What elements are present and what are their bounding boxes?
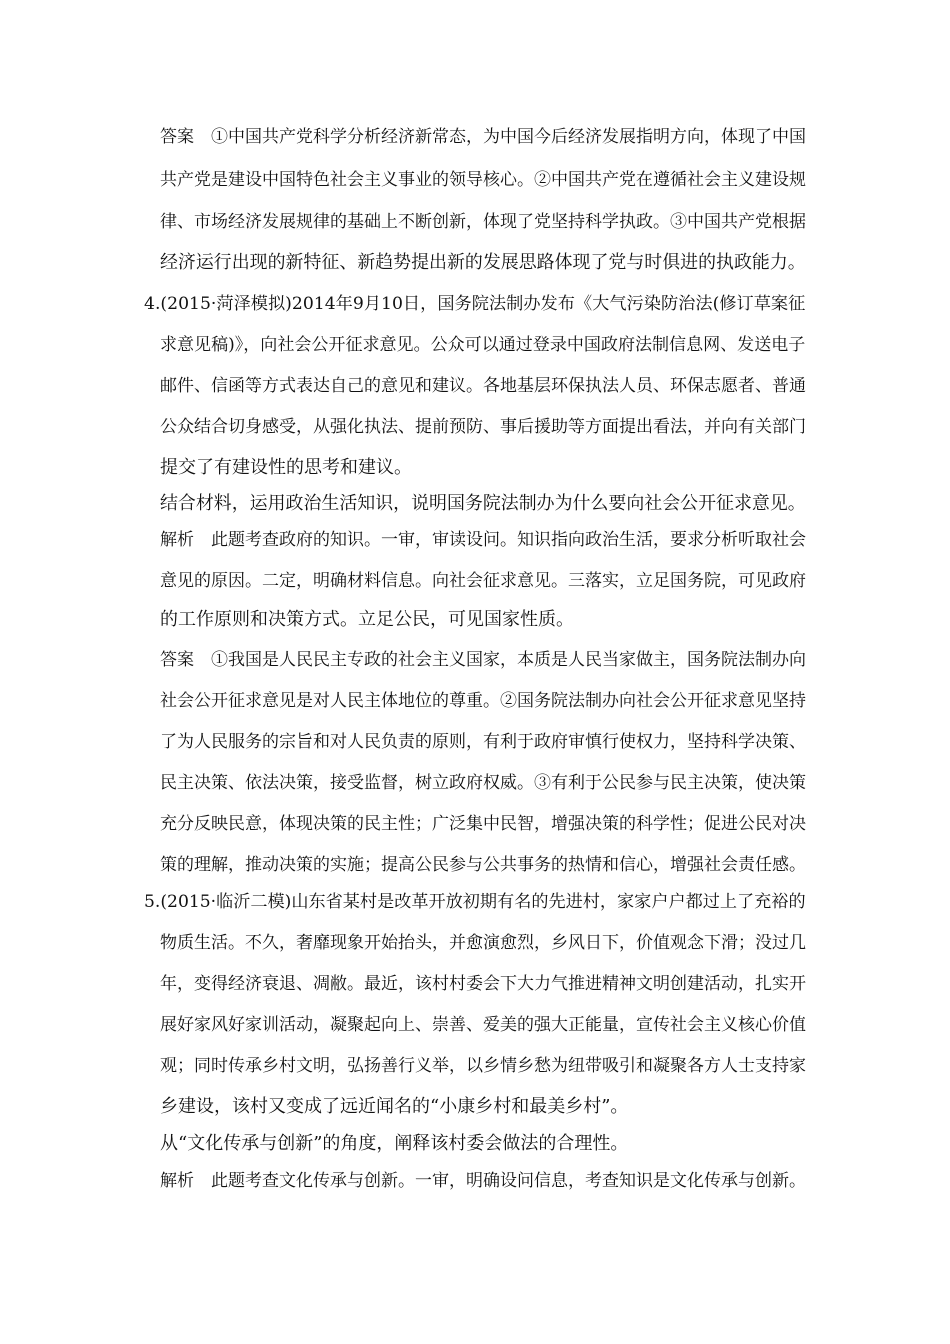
answer-3-line-3: 律、市场经济发展规律的基础上不断创新，体现了党坚持科学执政。③中国共产党根据: [160, 212, 806, 232]
answer-4-line-1: 答案 ①我国是人民民主专政的社会主义国家，本质是人民当家做主，国务院法制办向: [160, 650, 806, 670]
question-5-line-1: 5.(2015·临沂二模)山东省某村是改革开放初期有名的先进村，家家户户都过上了充裕的: [144, 892, 806, 912]
answer-3-line-1: 答案 ①中国共产党科学分析经济新常态，为中国今后经济发展指明方向，体现了中国: [160, 127, 806, 147]
answer-4-line-5: 充分反映民意，体现决策的民主性；广泛集中民智，增强决策的科学性；促进公民对决: [160, 814, 806, 834]
question-4-prompt: 结合材料，运用政治生活知识，说明国务院法制办为什么要向社会公开征求意见。: [160, 493, 806, 514]
answer-3-line-2: 共产党是建设中国特色社会主义事业的领导核心。②中国共产党在遵循社会主义建设规: [160, 170, 806, 190]
analysis-5-line-1: 解析 此题考查文化传承与创新。一审，明确设问信息，考查知识是文化传承与创新。: [160, 1171, 806, 1191]
answer-4-line-4: 民主决策、依法决策，接受监督，树立政府权威。③有利于公民参与民主决策，使决策: [160, 773, 806, 793]
question-5-line-6: 乡建设，该村又变成了远近闻名的“小康乡村和最美乡村”。: [160, 1096, 629, 1117]
question-4-line-5: 提交了有建设性的思考和建议。: [160, 457, 412, 478]
answer-3-line-4: 经济运行出现的新特征、新趋势提出新的发展思路体现了党与时俱进的执政能力。: [160, 252, 806, 273]
question-5-prompt: 从“文化传承与创新”的角度，阐释该村委会做法的合理性。: [160, 1133, 629, 1154]
answer-4-line-2: 社会公开征求意见是对人民主体地位的尊重。②国务院法制办向社会公开征求意见坚持: [160, 691, 806, 711]
analysis-4-line-2: 意见的原因。二定，明确材料信息。向社会征求意见。三落实，立足国务院，可见政府: [160, 571, 806, 591]
question-4-line-1: 4.(2015·菏泽模拟)2014年9月10日，国务院法制办发布《大气污染防治法(修订草案征: [144, 294, 806, 314]
question-5-line-4: 展好家风好家训活动，凝聚起向上、崇善、爱美的强大正能量，宣传社会主义核心价值: [160, 1015, 806, 1035]
question-4-line-2: 求意见稿)》，向社会公开征求意见。公众可以通过登录中国政府法制信息网、发送电子: [160, 335, 806, 355]
question-4-line-4: 公众结合切身感受，从强化执法、提前预防、事后援助等方面提出看法，并向有关部门: [160, 417, 806, 437]
answer-4-line-6: 策的理解，推动决策的实施；提高公民参与公共事务的热情和信心，增强社会责任感。: [160, 855, 806, 875]
answer-4-line-3: 了为人民服务的宗旨和对人民负责的原则，有利于政府审慎行使权力，坚持科学决策、: [160, 732, 806, 752]
analysis-4-line-3: 的工作原则和决策方式。立足公民，可见国家性质。: [160, 609, 574, 630]
question-5-line-5: 观；同时传承乡村文明，弘扬善行义举，以乡情乡愁为纽带吸引和凝聚各方人士支持家: [160, 1056, 806, 1076]
question-5-line-3: 年，变得经济衰退、凋敝。最近，该村村委会下大力气推进精神文明创建活动，扎实开: [160, 974, 806, 994]
analysis-4-line-1: 解析 此题考查政府的知识。一审，审读设问。知识指向政治生活，要求分析听取社会: [160, 530, 806, 550]
question-4-line-3: 邮件、信函等方式表达自己的意见和建议。各地基层环保执法人员、环保志愿者、普通: [160, 376, 806, 396]
question-5-line-2: 物质生活。不久，奢靡现象开始抬头，并愈演愈烈，乡风日下，价值观念下滑；没过几: [160, 933, 806, 953]
